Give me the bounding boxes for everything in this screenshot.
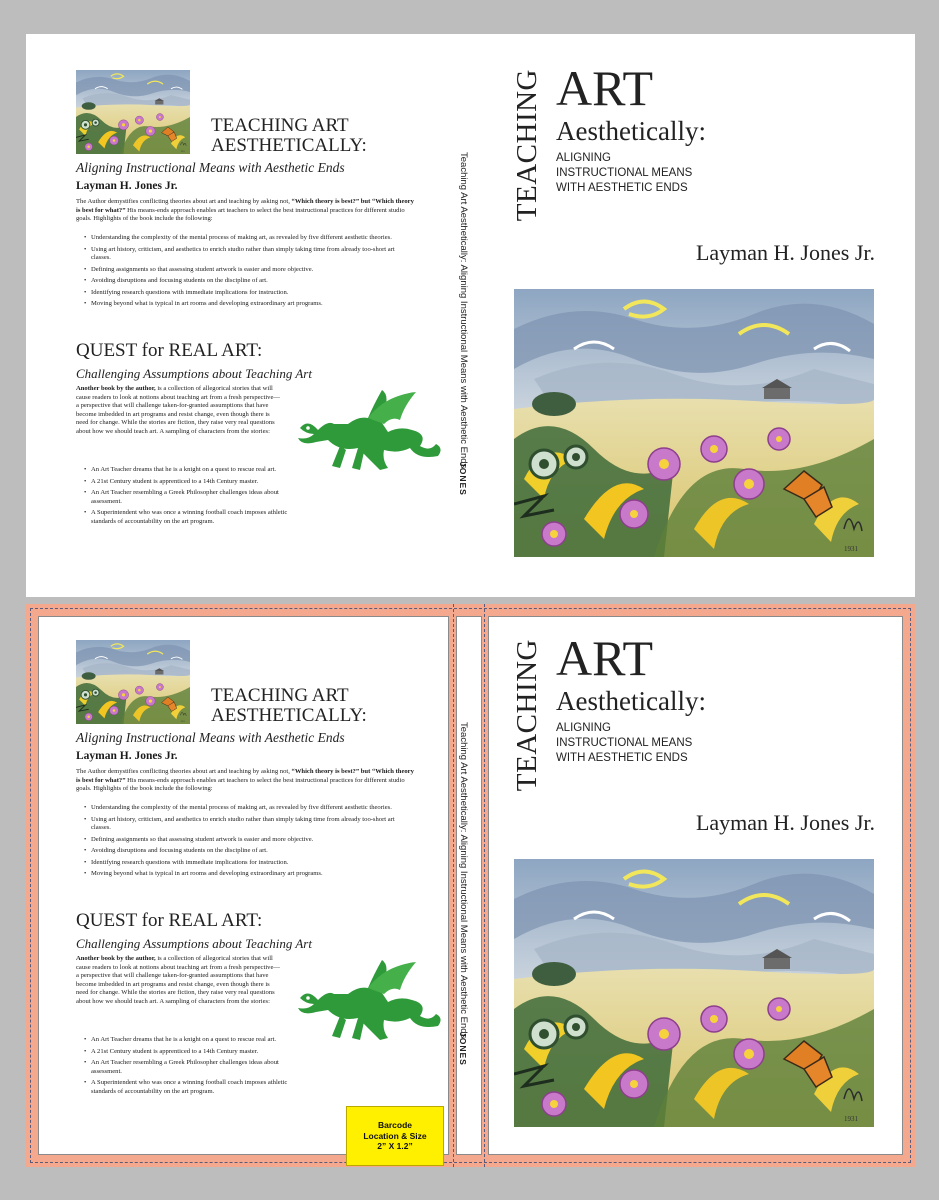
highlights-list xyxy=(84,234,414,312)
front-title-aesthetically: Aesthetically: xyxy=(556,116,706,146)
list-item: • A 21st Century student is apprenticed to a 14th Century master. xyxy=(84,478,289,487)
back-subtitle: Aligning Instructional Means with Aesthetic Ends xyxy=(76,160,345,175)
landscape-painting-icon xyxy=(514,859,874,1127)
list-item: • Avoiding disruptions and focusing students on the discipline of art. xyxy=(84,277,414,286)
front-cover xyxy=(488,604,915,1167)
spine-author: JONES xyxy=(458,462,468,496)
dragon-illustration xyxy=(288,390,446,474)
list-item: • Defining assignments so that assessing student artwork is easier and more objective. xyxy=(84,836,414,845)
list-item: • Using art history, criticism, and aesthetics to enrich studio rather than simply taking time from already too-short art classes. xyxy=(84,816,414,833)
spine-title: Teaching Art Aesthetically: Aligning Instructional Means with Aesthetic Ends xyxy=(458,722,469,1039)
front-title-art: ART xyxy=(556,60,653,116)
list-item: • A 21st Century student is apprenticed to a 14th Century master. xyxy=(84,1048,289,1057)
cover-template-with-bleed xyxy=(26,604,915,1167)
barcode-label-line-2: Location & Size xyxy=(363,1130,427,1141)
list-item: • Understanding the complexity of the mental process of making art, as revealed by five different aesthetic theories. xyxy=(84,234,414,243)
front-cover xyxy=(488,34,915,597)
dragon-icon xyxy=(288,960,446,1044)
back-title-line-2: AESTHETICALLY: xyxy=(211,705,367,726)
intro-part-1: The Author demystifies conflicting theories about art and teaching by asking not, xyxy=(76,768,292,775)
list-item: • Identifying research questions with immediate implications for instruction. xyxy=(84,289,414,298)
front-vertical-title: TEACHING xyxy=(511,69,543,222)
list-item: • An Art Teacher resembling a Greek Philosopher challenges ideas about assessment. xyxy=(84,489,289,506)
cover-spread-preview xyxy=(26,34,915,597)
list-item: • A Superintendent who was once a winning football coach imposes athletic standards of accountability on the art program. xyxy=(84,509,289,526)
landscape-painting-icon xyxy=(76,70,190,154)
back-book-title xyxy=(211,686,451,726)
back-cover xyxy=(26,604,456,1167)
quest-subtitle: Challenging Assumptions about Teaching Art xyxy=(76,936,312,951)
dragon-illustration xyxy=(288,960,446,1044)
front-cover-painting xyxy=(514,859,874,1127)
front-subtitle-line-1: ALIGNING xyxy=(556,152,611,164)
front-author: Layman H. Jones Jr. xyxy=(695,810,875,835)
list-item: • Understanding the complexity of the mental process of making art, as revealed by five different aesthetic theories. xyxy=(84,804,414,813)
characters-list xyxy=(84,1036,289,1099)
quest-subtitle: Challenging Assumptions about Teaching Art xyxy=(76,366,312,381)
landscape-painting-icon xyxy=(76,640,190,724)
front-subtitle xyxy=(556,721,756,766)
intro-question: “Which theory is best?” but “Which theory is best for what?” xyxy=(76,198,414,214)
back-book-title xyxy=(211,116,451,156)
spine xyxy=(456,34,486,597)
front-subtitle-line-2: INSTRUCTIONAL MEANS xyxy=(556,737,693,749)
quest-title: QUEST for REAL ART: xyxy=(76,340,263,361)
quest-description xyxy=(76,385,281,436)
back-thumbnail-painting xyxy=(76,640,190,724)
quest-description xyxy=(76,955,281,1006)
back-subtitle: Aligning Instructional Means with Aesthetic Ends xyxy=(76,730,345,745)
spine-author: JONES xyxy=(458,1032,468,1066)
back-thumbnail-painting xyxy=(76,70,190,154)
back-cover xyxy=(26,34,456,597)
characters-list xyxy=(84,466,289,529)
list-item: • A Superintendent who was once a winning football coach imposes athletic standards of accountability on the art program. xyxy=(84,1079,289,1096)
barcode-placeholder xyxy=(346,1106,444,1166)
quest-lead: Another book by the author, xyxy=(76,385,156,392)
front-subtitle-line-3: WITH AESTHETIC ENDS xyxy=(556,182,688,194)
list-item: • An Art Teacher resembling a Greek Philosopher challenges ideas about assessment. xyxy=(84,1059,289,1076)
intro-part-2: His means-ends approach enables art teachers to select the best instructional practices for different studio goals. Highlights of the book include the following: xyxy=(76,206,405,222)
list-item: • Moving beyond what is typical in art rooms and developing extraordinary art programs. xyxy=(84,870,414,879)
barcode-label-line-3: 2” X 1.2” xyxy=(377,1141,413,1152)
front-subtitle xyxy=(556,151,756,196)
front-title-aesthetically: Aesthetically: xyxy=(556,686,706,716)
back-intro-text xyxy=(76,198,416,224)
quest-title: QUEST for REAL ART: xyxy=(76,910,263,931)
list-item: • Moving beyond what is typical in art rooms and developing extraordinary art programs. xyxy=(84,300,414,309)
front-title-art: ART xyxy=(556,630,653,686)
back-author: Layman H. Jones Jr. xyxy=(76,180,178,192)
quest-lead: Another book by the author, xyxy=(76,955,156,962)
front-subtitle-line-2: INSTRUCTIONAL MEANS xyxy=(556,167,693,179)
back-author: Layman H. Jones Jr. xyxy=(76,750,178,762)
front-subtitle-line-1: ALIGNING xyxy=(556,722,611,734)
intro-part-2: His means-ends approach enables art teachers to select the best instructional practices for different studio goals. Highlights of the book include the following: xyxy=(76,776,405,792)
list-item: • An Art Teacher dreams that he is a knight on a quest to rescue real art. xyxy=(84,466,289,475)
intro-part-1: The Author demystifies conflicting theories about art and teaching by asking not, xyxy=(76,198,292,205)
back-title-line-1: TEACHING ART xyxy=(211,115,349,136)
dragon-icon xyxy=(288,390,446,474)
highlights-list xyxy=(84,804,414,882)
landscape-painting-icon xyxy=(514,289,874,557)
list-item: • An Art Teacher dreams that he is a knight on a quest to rescue real art. xyxy=(84,1036,289,1045)
spine-title: Teaching Art Aesthetically: Aligning Instructional Means with Aesthetic Ends xyxy=(458,152,469,469)
back-title-line-2: AESTHETICALLY: xyxy=(211,135,367,156)
list-item: • Defining assignments so that assessing student artwork is easier and more objective. xyxy=(84,266,414,275)
intro-question: “Which theory is best?” but “Which theory is best for what?” xyxy=(76,768,414,784)
quest-text: is a collection of allegorical stories that will cause readers to look at notions about teaching art from a fresh perspective— a perspective that will challenge taken-for-granted assumptions that have become imbedded in art programs and resist change, even though there is need for change. While the stories are fiction, they raise very real questions about how we should teach art. A sampling of characters from the stories: xyxy=(76,955,280,1005)
barcode-label-line-1: Barcode xyxy=(377,1120,412,1131)
list-item: • Identifying research questions with immediate implications for instruction. xyxy=(84,859,414,868)
quest-text: is a collection of allegorical stories that will cause readers to look at notions about teaching art from a fresh perspective— a perspective that will challenge taken-for-granted assumptions that have become imbedded in art programs and resist change, even though there is need for change. While the stories are fiction, they raise very real questions about how we should teach art. A sampling of characters from the stories: xyxy=(76,385,280,435)
front-subtitle-line-3: WITH AESTHETIC ENDS xyxy=(556,752,688,764)
list-item: • Avoiding disruptions and focusing students on the discipline of art. xyxy=(84,847,414,856)
back-title-line-1: TEACHING ART xyxy=(211,685,349,706)
list-item: • Using art history, criticism, and aesthetics to enrich studio rather than simply taking time from already too-short art classes. xyxy=(84,246,414,263)
front-cover-painting xyxy=(514,289,874,557)
front-author: Layman H. Jones Jr. xyxy=(695,240,875,265)
front-vertical-title: TEACHING xyxy=(511,639,543,792)
spine xyxy=(456,604,486,1167)
back-intro-text xyxy=(76,768,416,794)
